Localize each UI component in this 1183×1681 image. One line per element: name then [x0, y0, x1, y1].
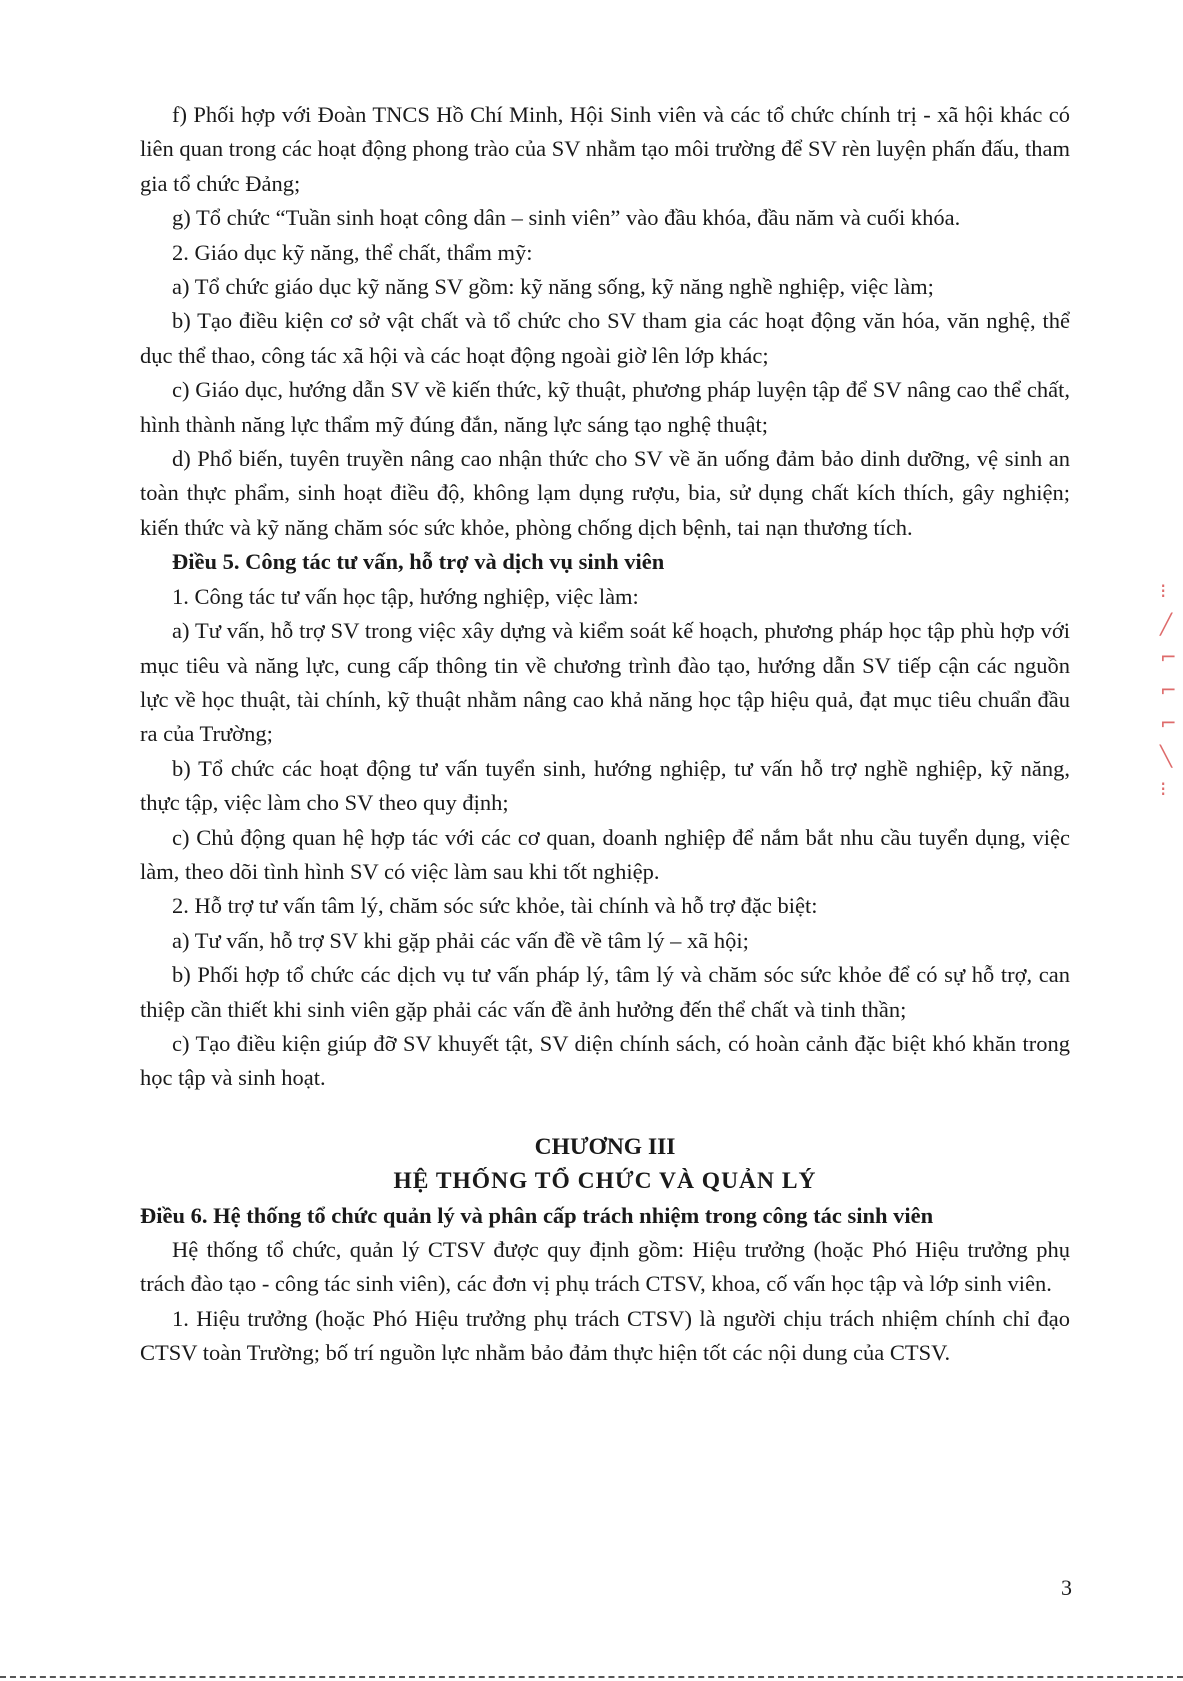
article-6-intro: Hệ thống tổ chức, quản lý CTSV được quy định gồm: Hiệu trưởng (hoặc Phó Hiệu trưởng phụ trách đào tạo - công tác sinh viên), các đơn vị phụ trách CTSV, khoa, cố vấn học tập và lớp sinh viên. — [140, 1237, 1070, 1297]
paragraph-2a: a) Tổ chức giáo dục kỹ năng SV gồm: kỹ năng sống, kỹ năng nghề nghiệp, việc làm; — [172, 274, 934, 300]
red-stamp-edge-mark: ⁝ ╱ ⌐ ⌐ ⌐ ╲ ⁝ — [1160, 579, 1177, 801]
paragraph-2: 2. Giáo dục kỹ năng, thể chất, thẩm mỹ: — [172, 239, 533, 265]
chapter-number: CHƯƠNG III — [534, 1133, 676, 1160]
paragraph-2c: c) Giáo dục, hướng dẫn SV về kiến thức, kỹ thuật, phương pháp luyện tập để SV nâng cao thể chất, hình thành năng lực thẩm mỹ đúng đắn, năng lực sáng tạo nghệ thuật; — [140, 377, 1070, 437]
paragraph-5-2c: c) Tạo điều kiện giúp đỡ SV khuyết tật, SV diện chính sách, có hoàn cảnh đặc biệt khó khăn trong học tập và sinh hoạt. — [140, 1030, 1070, 1091]
paragraph-5-1a: a) Tư vấn, hỗ trợ SV trong việc xây dựng và kiểm soát kế hoạch, phương pháp học tập phù hợp với mục tiêu và năng lực, cung cấp thông tin về chương trình đào tạo, hướng dẫn SV tiếp cận các nguồn lực về học thuật, tài chính, kỹ thuật nhằm nâng cao khả năng học tập hiệu quả, đạt mục tiêu chuẩn đầu ra của Trường; — [140, 618, 1070, 747]
article-6-item-1: 1. Hiệu trưởng (hoặc Phó Hiệu trưởng phụ trách CTSV) là người chịu trách nhiệm chính chỉ đạo CTSV toàn Trường; bố trí nguồn lực nhằm bảo đảm thực hiện tốt các nội dung của CTSV. — [140, 1305, 1070, 1366]
paragraph-1g: g) Tổ chức “Tuần sinh hoạt công dân – sinh viên” vào đầu khóa, đầu năm và cuối khóa. — [172, 205, 961, 231]
article-5-heading: Điều 5. Công tác tư vấn, hỗ trợ và dịch vụ sinh viên — [172, 549, 665, 575]
bottom-dashed-rule — [0, 1676, 1183, 1678]
paragraph-5-1c: c) Chủ động quan hệ hợp tác với các cơ quan, doanh nghiệp để nắm bắt nhu cầu tuyển dụng, việc làm, theo dõi tình hình SV có việc làm sau khi tốt nghiệp. — [140, 824, 1070, 884]
paragraph-5-2a: a) Tư vấn, hỗ trợ SV khi gặp phải các vấn đề về tâm lý – xã hội; — [172, 927, 749, 953]
document-body — [140, 98, 1070, 1371]
paragraph-1f: f) Phối hợp với Đoàn TNCS Hồ Chí Minh, Hội Sinh viên và các tổ chức chính trị - xã hội khác có liên quan trong các hoạt động phong trào của SV nhằm tạo môi trường để SV rèn luyện phấn đấu, tham gia tổ chức Đảng; — [140, 102, 1070, 196]
paragraph-5-2b: b) Phối hợp tổ chức các dịch vụ tư vấn pháp lý, tâm lý và chăm sóc sức khỏe để có sự hỗ trợ, can thiệp cần thiết khi sinh viên gặp phải các vấn đề ảnh hưởng đến thể chất và tinh thần; — [140, 962, 1070, 1022]
article-6-heading: Điều 6. Hệ thống tổ chức quản lý và phân cấp trách nhiệm trong công tác sinh viên — [140, 1202, 934, 1228]
paragraph-2d: d) Phổ biến, tuyên truyền nâng cao nhận thức cho SV về ăn uống đảm bảo dinh dưỡng, vệ sinh an toàn thực phẩm, sinh hoạt điều độ, không lạm dụng rượu, bia, sử dụng chất kích thích, gây nghiện; kiến thức và kỹ năng chăm sóc sức khỏe, phòng chống dịch bệnh, tai nạn thương tích. — [140, 446, 1070, 540]
paragraph-2b: b) Tạo điều kiện cơ sở vật chất và tổ chức cho SV tham gia các hoạt động văn hóa, văn nghệ, thể dục thể thao, công tác xã hội và các hoạt động ngoài giờ lên lớp khác; — [140, 308, 1070, 368]
paragraph-5-1b: b) Tổ chức các hoạt động tư vấn tuyển sinh, hướng nghiệp, tư vấn hỗ trợ nghề nghiệp, kỹ năng, thực tập, việc làm cho SV theo quy định; — [140, 755, 1070, 816]
page-number: 3 — [1061, 1575, 1072, 1600]
paragraph-5-1: 1. Công tác tư vấn học tập, hướng nghiệp, việc làm: — [172, 583, 639, 609]
chapter-title: HỆ THỐNG TỔ CHỨC VÀ QUẢN LÝ — [393, 1168, 817, 1195]
paragraph-5-2: 2. Hỗ trợ tư vấn tâm lý, chăm sóc sức khỏe, tài chính và hỗ trợ đặc biệt: — [172, 893, 818, 919]
